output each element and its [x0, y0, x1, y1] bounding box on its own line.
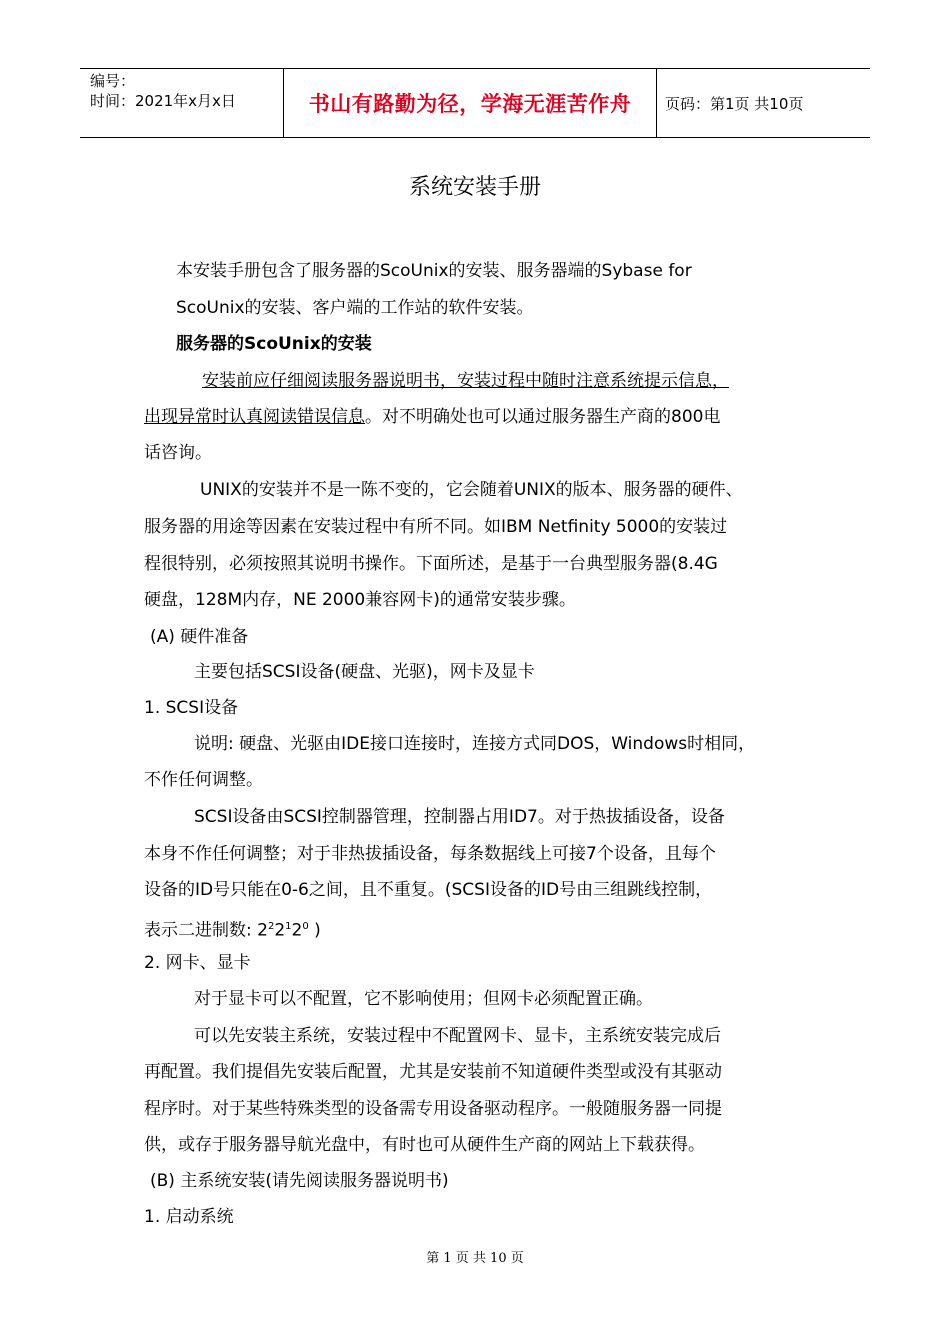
- paragraph-text: 。对不明确处也可以通过服务器生产商的800电: [365, 407, 721, 427]
- paragraph-line: UNIX的安装并不是一陈不变的，它会随着UNIX的版本、服务器的硬件、: [200, 480, 743, 500]
- superscript: 0: [302, 921, 309, 932]
- superscript: 1: [285, 921, 292, 932]
- document-title: 系统安装手册: [408, 175, 541, 200]
- paragraph-line: 程很特别，必须按照其说明书操作。下面所述，是基于一台典型服务器(8.4G: [144, 554, 718, 574]
- paragraph-text: ): [308, 920, 321, 941]
- paragraph-line: 硬盘，128M内存，NE 2000兼容网卡)的通常安装步骤。: [144, 590, 576, 610]
- paragraph-line: 对于显卡可以不配置，它不影响使用；但网卡必须配置正确。: [194, 989, 653, 1009]
- paragraph-line: 安装前应仔细阅读服务器说明书，安装过程中随时注意系统提示信息，: [202, 371, 729, 391]
- list-item: 1. 启动系统: [144, 1207, 234, 1227]
- paragraph-line: 服务器的用途等因素在安装过程中有所不同。如IBM Netfinity 5000的安装过: [144, 517, 728, 537]
- header-table: [80, 68, 870, 138]
- paragraph-line: SCSI设备由SCSI控制器管理，控制器占用ID7。对于热拔插设备，设备: [194, 807, 725, 827]
- paragraph-line: ScoUnix的安装、客户端的工作站的软件安装。: [176, 298, 534, 318]
- paragraph-line: 本身不作任何调整；对于非热拔插设备，每条数据线上可接7个设备，且每个: [144, 844, 716, 864]
- paragraph-line: 本安装手册包含了服务器的ScoUnix的安装、服务器端的Sybase for: [176, 261, 692, 281]
- list-item: 2. 网卡、显卡: [144, 953, 251, 973]
- list-item: 1. SCSI设备: [144, 698, 239, 718]
- paragraph-line: 话咨询。: [144, 443, 212, 463]
- header-left: [90, 71, 236, 111]
- header-page-label: 页码：第1页 共10页: [665, 94, 804, 113]
- paragraph-text: 2: [274, 920, 286, 941]
- paragraph-line: 主要包括SCSI设备(硬盘、光驱)，网卡及显卡: [194, 662, 535, 682]
- paragraph-line: 可以先安装主系统，安装过程中不配置网卡、显卡，主系统安装完成后: [194, 1026, 721, 1046]
- page-footer: 第 1 页 共 10 页: [426, 1251, 524, 1266]
- date-label: 时间：2021年x月x日: [90, 92, 236, 110]
- header-motto: 书山有路勤为径，学海无涯苦作舟: [283, 69, 657, 137]
- section-heading: 服务器的ScoUnix的安装: [176, 334, 372, 354]
- paragraph-line: 供，或存于服务器导航光盘中，有时也可从硬件生产商的网站上下载获得。: [144, 1135, 705, 1155]
- paragraph-line: 程序时。对于某些特殊类型的设备需专用设备驱动程序。一般随服务器一同提: [144, 1099, 722, 1119]
- underlined-text: 出现异常时认真阅读错误信息: [144, 407, 365, 427]
- subsection-heading: (A) 硬件准备: [150, 627, 249, 647]
- code-label: 编号：: [90, 72, 136, 90]
- paragraph-line: 设备的ID号只能在0-6之间，且不重复。(SCSI设备的ID号由三组跳线控制，: [144, 880, 713, 900]
- paragraph-line: 再配置。我们提倡先安装后配置，尤其是安装前不知道硬件类型或没有其驱动: [144, 1062, 722, 1082]
- paragraph-line: [144, 915, 321, 943]
- paragraph-text: 2: [291, 920, 303, 941]
- subsection-heading: (B) 主系统安装(请先阅读服务器说明书): [150, 1171, 449, 1191]
- paragraph-line: 说明: 硬盘、光驱由IDE接口连接时，连接方式同DOS，Windows时相同，: [194, 734, 756, 754]
- paragraph-line: [144, 405, 720, 429]
- paragraph-line: 不作任何调整。: [144, 770, 263, 790]
- paragraph-text: 表示二进制数: 2: [144, 920, 268, 941]
- superscript: 2: [267, 921, 275, 932]
